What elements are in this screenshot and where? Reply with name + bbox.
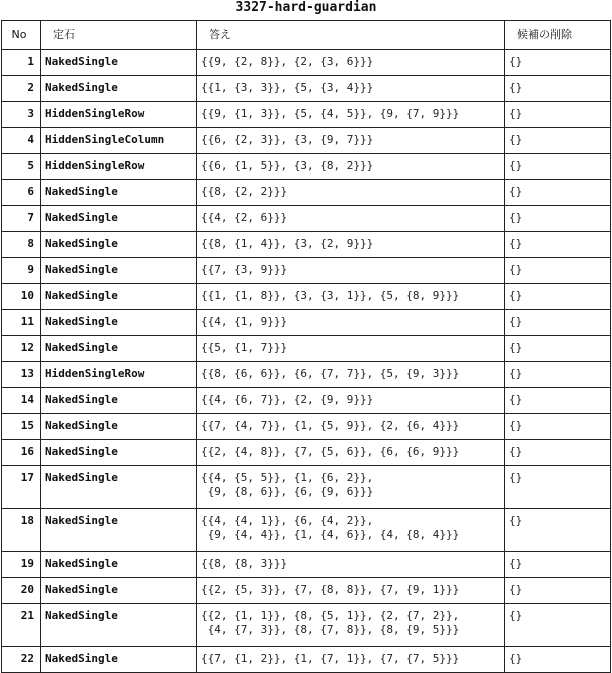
answer-line: {{7, {4, 7}}, {1, {5, 9}}, {2, {6, 4}}}: [201, 419, 460, 432]
row-number: 18: [2, 509, 41, 552]
answer-line: {{2, {4, 8}}, {7, {5, 6}}, {6, {6, 9}}}: [201, 445, 460, 458]
header-row: [2, 21, 611, 50]
row-number: 8: [2, 232, 41, 258]
row-number: 13: [2, 362, 41, 388]
table-row: [2, 310, 611, 336]
table-row: [2, 388, 611, 414]
row-number: 14: [2, 388, 41, 414]
answer-line: {{1, {3, 3}}, {5, {3, 4}}}: [201, 81, 374, 94]
table-body: [2, 50, 611, 673]
removal-cell: {}: [505, 102, 611, 128]
row-number: 19: [2, 552, 41, 578]
technique-cell: NakedSingle: [41, 578, 197, 604]
table-row: [2, 578, 611, 604]
technique-cell: NakedSingle: [41, 206, 197, 232]
removal-cell: {}: [505, 50, 611, 76]
answer-cell: [197, 102, 505, 128]
row-number: 5: [2, 154, 41, 180]
table-row: [2, 647, 611, 673]
removal-cell: {}: [505, 284, 611, 310]
table-row: [2, 466, 611, 509]
answer-cell: [197, 128, 505, 154]
answer-line: {9, {8, 6}}, {6, {9, 6}}}: [201, 485, 374, 498]
header-technique: 定石: [41, 21, 197, 50]
row-number: 22: [2, 647, 41, 673]
removal-cell: {}: [505, 336, 611, 362]
answer-line: {{5, {1, 7}}}: [201, 341, 288, 354]
answer-line: {{7, {1, 2}}, {1, {7, 1}}, {7, {7, 5}}}: [201, 652, 460, 665]
answer-cell: [197, 440, 505, 466]
technique-cell: NakedSingle: [41, 388, 197, 414]
removal-cell: {}: [505, 414, 611, 440]
table-row: [2, 604, 611, 647]
table-row: [2, 440, 611, 466]
removal-cell: {}: [505, 310, 611, 336]
header-removal: 候補の削除: [505, 21, 611, 50]
row-number: 3: [2, 102, 41, 128]
technique-cell: NakedSingle: [41, 336, 197, 362]
answer-cell: [197, 466, 505, 509]
answer-cell: [197, 258, 505, 284]
technique-cell: NakedSingle: [41, 604, 197, 647]
removal-cell: {}: [505, 206, 611, 232]
answer-line: {{6, {2, 3}}, {3, {9, 7}}}: [201, 133, 374, 146]
answer-cell: [197, 50, 505, 76]
row-number: 10: [2, 284, 41, 310]
answer-cell: [197, 578, 505, 604]
answer-cell: [197, 647, 505, 673]
row-number: 9: [2, 258, 41, 284]
answer-cell: [197, 604, 505, 647]
table-row: [2, 362, 611, 388]
answer-line: {{8, {1, 4}}, {3, {2, 9}}}: [201, 237, 374, 250]
removal-cell: {}: [505, 76, 611, 102]
answer-line: {{7, {3, 9}}}: [201, 263, 288, 276]
row-number: 20: [2, 578, 41, 604]
answer-line: {{2, {5, 3}}, {7, {8, 8}}, {7, {9, 1}}}: [201, 583, 460, 596]
answer-cell: [197, 180, 505, 206]
solution-table: [1, 20, 611, 673]
row-number: 15: [2, 414, 41, 440]
header-no: No: [2, 21, 41, 50]
page-title: 3327-hard-guardian: [235, 0, 377, 15]
technique-cell: NakedSingle: [41, 647, 197, 673]
row-number: 7: [2, 206, 41, 232]
removal-cell: {}: [505, 578, 611, 604]
header-answer: 答え: [197, 21, 505, 50]
removal-cell: {}: [505, 647, 611, 673]
technique-cell: HiddenSingleRow: [41, 362, 197, 388]
answer-cell: [197, 154, 505, 180]
answer-line: {4, {7, 3}}, {8, {7, 8}}, {8, {9, 5}}}: [201, 623, 460, 636]
technique-cell: HiddenSingleRow: [41, 154, 197, 180]
row-number: 11: [2, 310, 41, 336]
answer-line: {{4, {1, 9}}}: [201, 315, 288, 328]
answer-cell: [197, 336, 505, 362]
technique-cell: HiddenSingleColumn: [41, 128, 197, 154]
table-row: [2, 258, 611, 284]
answer-line: {{9, {2, 8}}, {2, {3, 6}}}: [201, 55, 374, 68]
table-row: [2, 154, 611, 180]
row-number: 21: [2, 604, 41, 647]
removal-cell: {}: [505, 154, 611, 180]
table-row: [2, 50, 611, 76]
answer-cell: [197, 509, 505, 552]
technique-cell: NakedSingle: [41, 232, 197, 258]
technique-cell: NakedSingle: [41, 440, 197, 466]
removal-cell: {}: [505, 388, 611, 414]
table-row: [2, 414, 611, 440]
answer-cell: [197, 310, 505, 336]
removal-cell: {}: [505, 440, 611, 466]
removal-cell: {}: [505, 509, 611, 552]
answer-line: {{8, {8, 3}}}: [201, 557, 288, 570]
removal-cell: {}: [505, 552, 611, 578]
row-number: 1: [2, 50, 41, 76]
table-row: [2, 102, 611, 128]
answer-cell: [197, 552, 505, 578]
removal-cell: {}: [505, 128, 611, 154]
answer-line: {9, {4, 4}}, {1, {4, 6}}, {4, {8, 4}}}: [201, 528, 460, 541]
removal-cell: {}: [505, 180, 611, 206]
answer-cell: [197, 388, 505, 414]
table-row: [2, 284, 611, 310]
row-number: 16: [2, 440, 41, 466]
answer-line: {{6, {1, 5}}, {3, {8, 2}}}: [201, 159, 374, 172]
table-row: [2, 232, 611, 258]
technique-cell: NakedSingle: [41, 552, 197, 578]
answer-line: {{1, {1, 8}}, {3, {3, 1}}, {5, {8, 9}}}: [201, 289, 460, 302]
answer-cell: [197, 362, 505, 388]
removal-cell: {}: [505, 466, 611, 509]
row-number: 2: [2, 76, 41, 102]
technique-cell: NakedSingle: [41, 466, 197, 509]
technique-cell: NakedSingle: [41, 284, 197, 310]
row-number: 6: [2, 180, 41, 206]
technique-cell: HiddenSingleRow: [41, 102, 197, 128]
table-row: [2, 76, 611, 102]
technique-cell: NakedSingle: [41, 50, 197, 76]
answer-line: {{4, {2, 6}}}: [201, 211, 288, 224]
answer-cell: [197, 206, 505, 232]
removal-cell: {}: [505, 258, 611, 284]
table-row: [2, 509, 611, 552]
answer-cell: [197, 414, 505, 440]
technique-cell: NakedSingle: [41, 310, 197, 336]
answer-line: {{4, {4, 1}}, {6, {4, 2}},: [201, 514, 374, 527]
row-number: 12: [2, 336, 41, 362]
table-row: [2, 128, 611, 154]
answer-cell: [197, 232, 505, 258]
answer-line: {{8, {2, 2}}}: [201, 185, 288, 198]
answer-line: {{4, {6, 7}}, {2, {9, 9}}}: [201, 393, 374, 406]
table-row: [2, 206, 611, 232]
technique-cell: NakedSingle: [41, 180, 197, 206]
answer-line: {{4, {5, 5}}, {1, {6, 2}},: [201, 471, 374, 484]
table-row: [2, 552, 611, 578]
table-row: [2, 336, 611, 362]
row-number: 17: [2, 466, 41, 509]
technique-cell: NakedSingle: [41, 509, 197, 552]
table-row: [2, 180, 611, 206]
technique-cell: NakedSingle: [41, 76, 197, 102]
technique-cell: NakedSingle: [41, 414, 197, 440]
answer-line: {{2, {1, 1}}, {8, {5, 1}}, {2, {7, 2}},: [201, 609, 460, 622]
answer-cell: [197, 76, 505, 102]
row-number: 4: [2, 128, 41, 154]
removal-cell: {}: [505, 362, 611, 388]
answer-line: {{9, {1, 3}}, {5, {4, 5}}, {9, {7, 9}}}: [201, 107, 460, 120]
removal-cell: {}: [505, 232, 611, 258]
technique-cell: NakedSingle: [41, 258, 197, 284]
answer-cell: [197, 284, 505, 310]
answer-line: {{8, {6, 6}}, {6, {7, 7}}, {5, {9, 3}}}: [201, 367, 460, 380]
removal-cell: {}: [505, 604, 611, 647]
